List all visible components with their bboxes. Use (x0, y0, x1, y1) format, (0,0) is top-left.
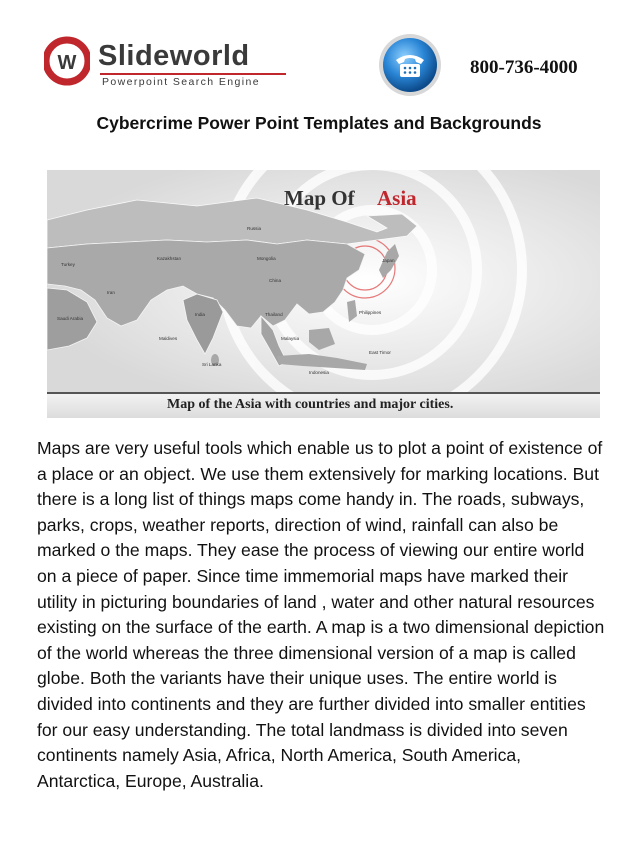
asia-map-graphic (47, 170, 600, 392)
svg-text:East Timor: East Timor (369, 350, 391, 355)
body-paragraph: Maps are very useful tools which enable us to plot a point of existence of a place or an object. We use them extensively for marking locations. But there is a long list of things maps come handy in. The roads, subways, parks, crops, weather reports, direction of wind, rainfall can also be marked o the maps. They ease the process of viewing our entire world on a piece of paper. Since time immemorial maps have marked their utility in picturing boundaries of land , water and other natural resources existing on the surface of the earth. A map is a two dimensional depiction of the world whereas the three dimensional version of a map is called globe. Both the variants have their unique uses. The entire world is divided into continents and they are further divided into smaller entities for our easy understanding. The total landmass is divided into seven continents namely Asia, Africa, North America, South America, Antarctica, Europe, Australia. (37, 438, 605, 791)
brand-tagline: Powerpoint Search Engine (102, 76, 260, 88)
page-title: Cybercrime Power Point Templates and Backgrounds (96, 113, 542, 133)
telephone-icon (378, 33, 442, 97)
asia-map-image (47, 170, 600, 418)
slideworld-logo[interactable] (44, 36, 294, 92)
svg-text:Mongolia: Mongolia (257, 256, 276, 261)
map-caption: Map of the Asia with countries and major cities. (167, 397, 454, 412)
svg-text:W: W (57, 52, 77, 74)
svg-text:Thailand: Thailand (265, 312, 283, 317)
brand-divider (100, 73, 286, 75)
map-heading-highlight: Asia (377, 186, 417, 210)
map-heading-prefix: Map Of (284, 186, 355, 210)
svg-text:Kazakhstan: Kazakhstan (157, 256, 182, 261)
svg-text:India: India (195, 312, 205, 317)
svg-text:China: China (269, 278, 282, 283)
svg-text:Saudi Arabia: Saudi Arabia (57, 316, 84, 321)
svg-text:Malaysia: Malaysia (281, 336, 300, 341)
brand-name: Slideworld (98, 40, 250, 72)
svg-text:Sri Lanka: Sri Lanka (202, 362, 222, 367)
svg-text:Philippines: Philippines (359, 310, 382, 315)
svg-text:Indonesia: Indonesia (309, 370, 329, 375)
svg-text:Maldives: Maldives (159, 336, 178, 341)
phone-number[interactable]: 800-736-4000 (470, 57, 578, 78)
slideworld-logo-icon (44, 36, 90, 86)
page-header (0, 0, 638, 110)
svg-text:Russia: Russia (247, 226, 262, 231)
svg-text:Turkey: Turkey (61, 262, 75, 267)
map-caption-bar (47, 392, 600, 418)
svg-text:Japan: Japan (382, 258, 395, 263)
svg-text:Iran: Iran (107, 290, 115, 295)
